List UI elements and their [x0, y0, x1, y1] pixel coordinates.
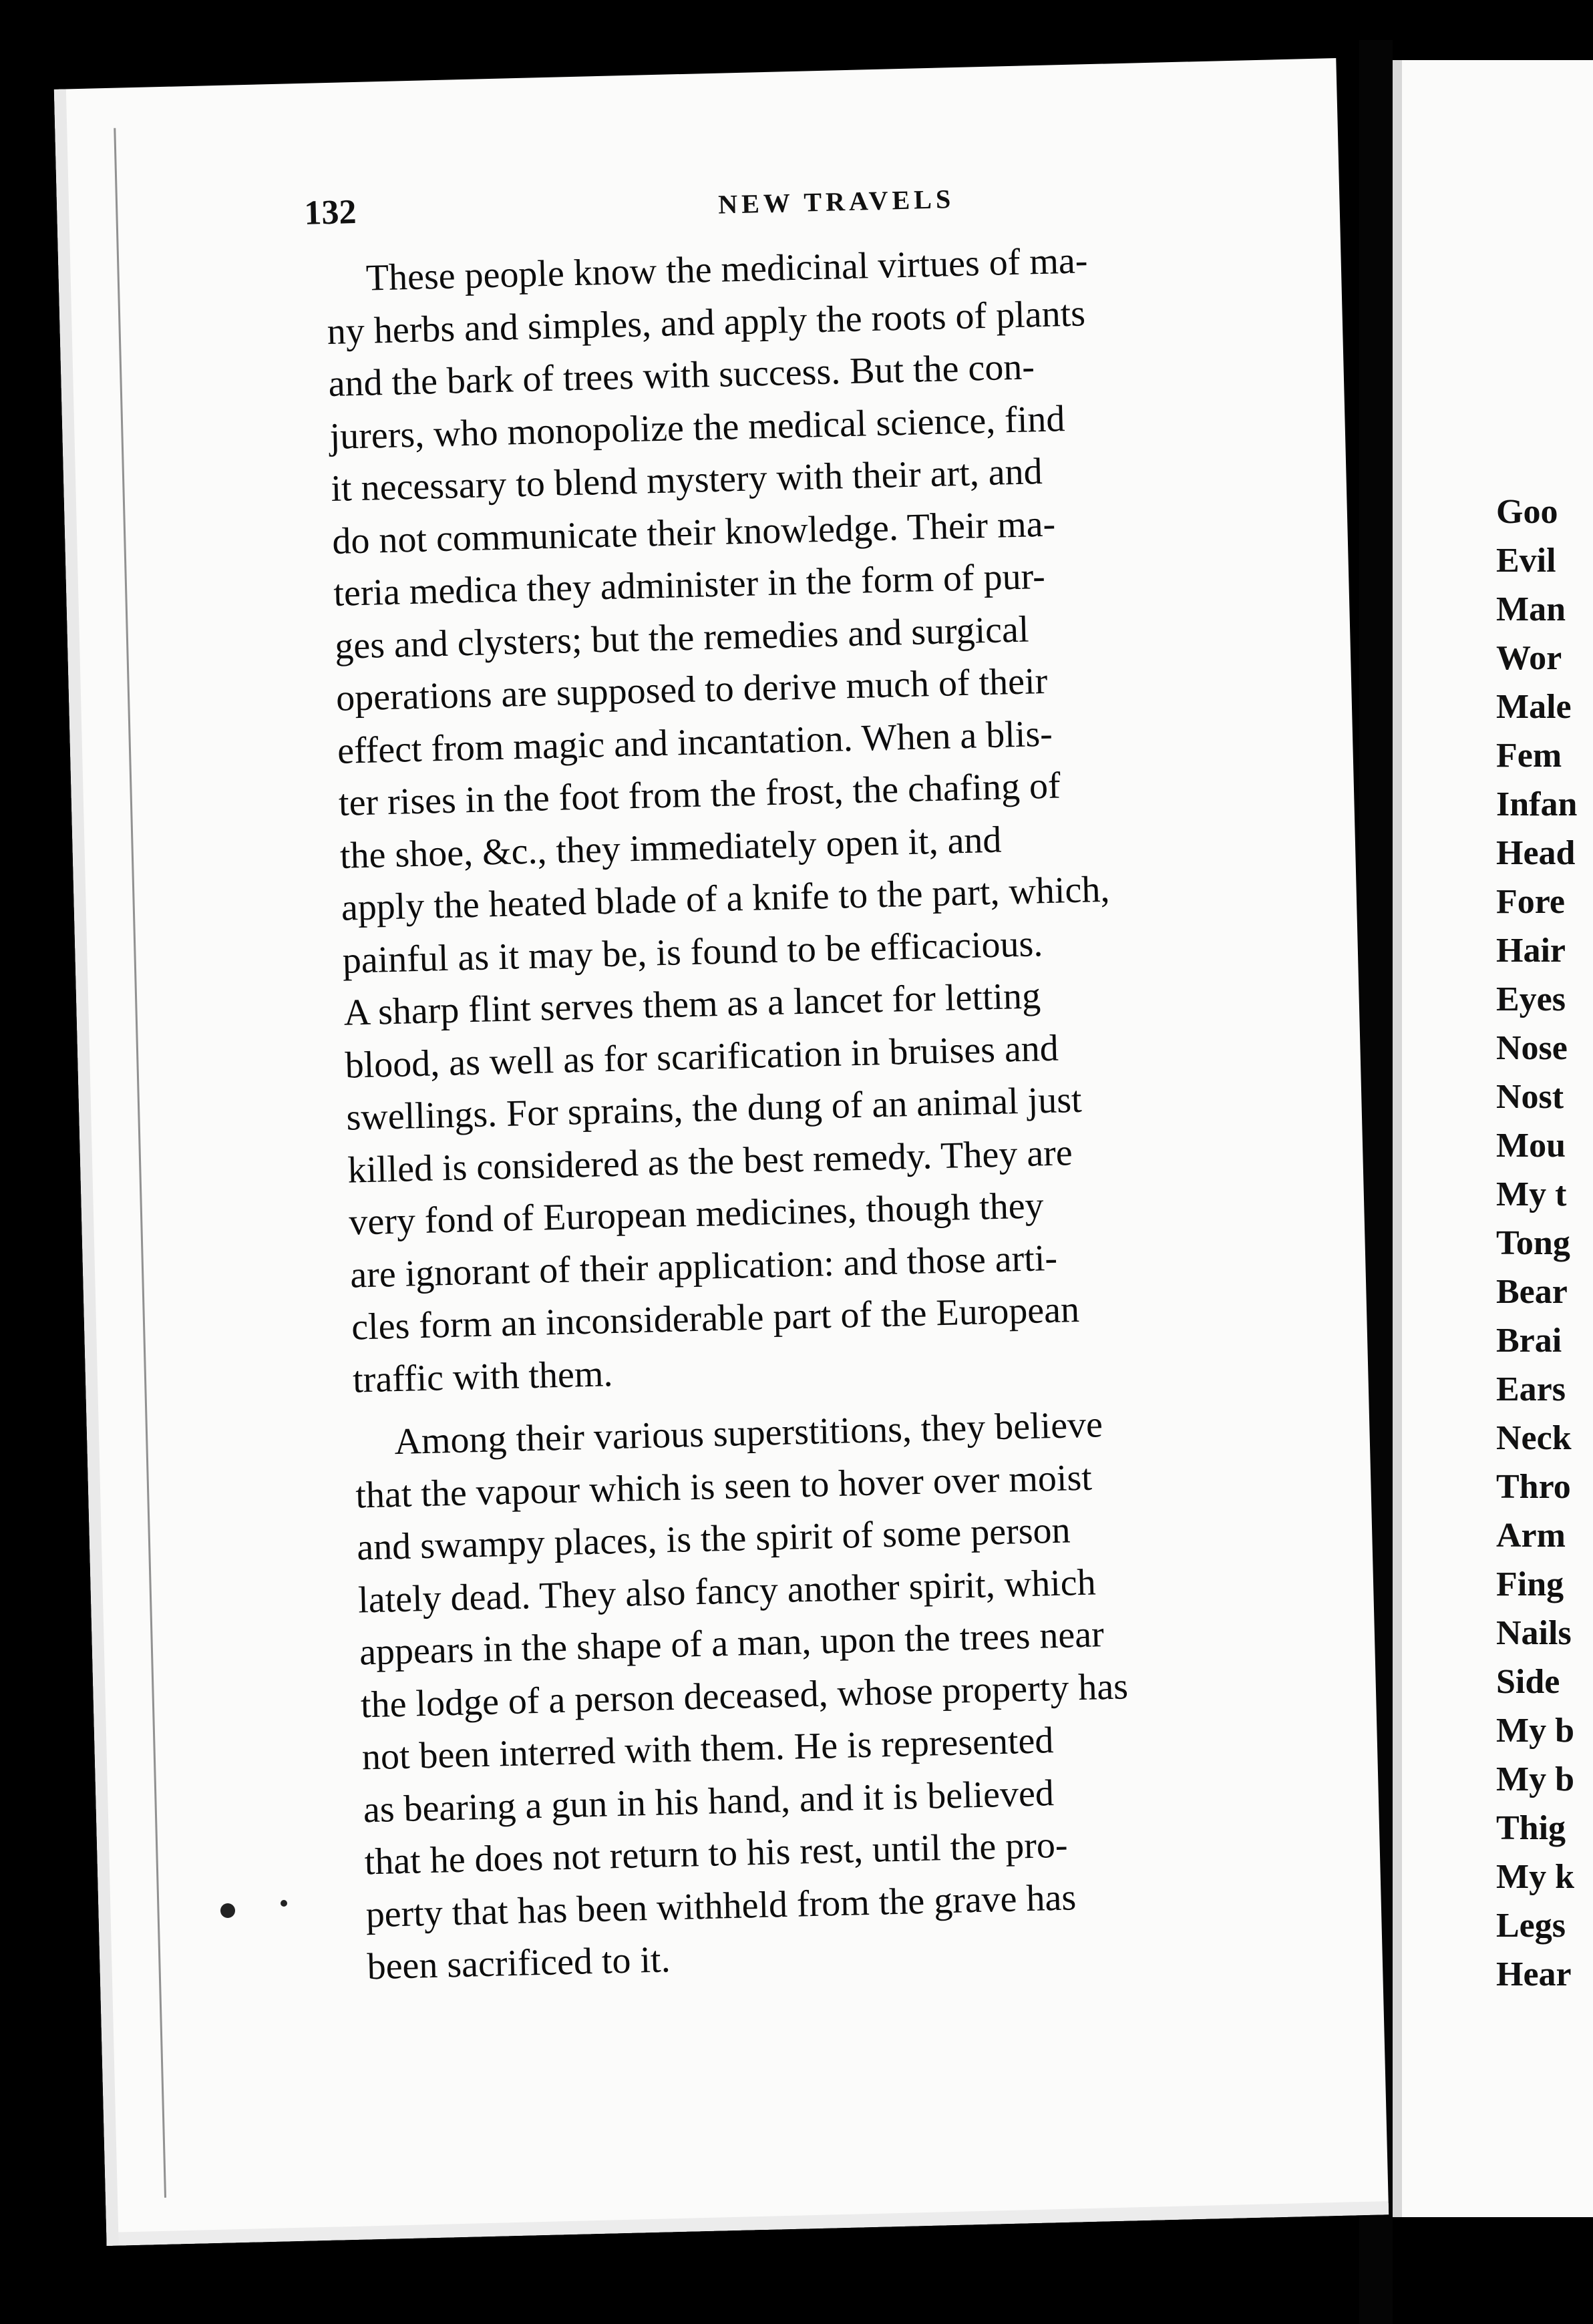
text-line: that the vapour which is seen to hover over moist	[355, 1457, 1093, 1517]
text-line: are ignorant of their application: and those arti-	[349, 1237, 1058, 1296]
text-line: the lodge of a person deceased, whose property has	[360, 1665, 1129, 1726]
text-line: Among their various superstitions, they believe	[393, 1404, 1103, 1463]
text-line: operations are supposed to derive much of their	[335, 660, 1048, 719]
vocabulary-item: Thro	[1496, 1468, 1571, 1506]
right-page	[1393, 60, 1593, 2217]
text-line: apply the heated blade of a knife to the part, which,	[341, 868, 1111, 929]
text-line: been sacrificed to it.	[366, 1939, 671, 1988]
text-line: painful as it may be, is found to be efficacious.	[342, 922, 1043, 982]
ink-speck	[281, 1900, 287, 1907]
text-line: appears in the shape of a man, upon the trees near	[359, 1613, 1105, 1674]
vocabulary-item: My k	[1496, 1858, 1574, 1896]
vocabulary-item: Eyes	[1496, 980, 1566, 1018]
vocabulary-item: Side	[1496, 1663, 1560, 1701]
text-line: as bearing a gun in his hand, and it is believed	[363, 1772, 1055, 1830]
text-line: ter rises in the foot from the frost, the chafing of	[338, 765, 1061, 824]
left-page	[54, 58, 1389, 2246]
page-edge-line	[114, 128, 166, 2198]
text-line: These people know the medicinal virtues of ma-	[365, 240, 1089, 299]
right-page-shadow	[1393, 60, 1402, 2217]
vocabulary-item: Brai	[1496, 1322, 1562, 1360]
vocabulary-item: Hear	[1496, 1955, 1572, 1993]
text-line: swellings. For sprains, the dung of an animal just	[345, 1079, 1083, 1139]
vocabulary-item: Nails	[1496, 1614, 1572, 1652]
vocabulary-item: My b	[1496, 1712, 1574, 1750]
paragraph-2	[354, 1393, 1350, 1993]
vocabulary-item: Hair	[1496, 932, 1566, 970]
text-line: do not communicate their knowledge. Their ma-	[331, 503, 1056, 562]
vocabulary-item: Infan	[1496, 785, 1578, 823]
vocabulary-item: Thig	[1496, 1809, 1566, 1847]
text-line: effect from magic and incantation. When a blis-	[337, 713, 1053, 772]
vocabulary-item: Nose	[1496, 1029, 1568, 1067]
paragraph-1	[325, 229, 1335, 1406]
text-line: A sharp flint serves them as a lancet for letting	[343, 975, 1041, 1034]
page-body	[325, 229, 1350, 2004]
vocabulary-item: Nost	[1496, 1078, 1564, 1116]
vocabulary-item: Ears	[1496, 1370, 1566, 1408]
vocabulary-item: Mou	[1496, 1127, 1566, 1165]
page-header	[304, 169, 1320, 240]
text-line: it necessary to blend mystery with their art, and	[330, 450, 1043, 510]
text-line: that he does not return to his rest, until the pro-	[364, 1824, 1069, 1883]
vocabulary-item: Wor	[1496, 639, 1562, 677]
vocabulary-item: Fore	[1496, 883, 1565, 921]
text-line: killed is considered as the best remedy. They are	[347, 1131, 1073, 1191]
vocabulary-item: My t	[1496, 1175, 1567, 1213]
text-line: blood, as well as for scarification in bruises and	[344, 1027, 1059, 1087]
text-line: the shoe, &c., they immediately open it, and	[339, 819, 1003, 877]
vocabulary-item: Arm	[1496, 1517, 1566, 1555]
vocabulary-item: Evil	[1496, 542, 1556, 580]
running-head: NEW TRAVELS	[717, 184, 955, 220]
vocabulary-item: Fing	[1496, 1565, 1564, 1603]
vocabulary-list	[1496, 488, 1577, 1999]
vocabulary-item: Head	[1496, 834, 1576, 872]
text-line: teria medica they administer in the form of pur-	[333, 555, 1046, 614]
vocabulary-item: Fem	[1496, 737, 1562, 775]
vocabulary-item: Neck	[1496, 1419, 1572, 1457]
vocabulary-item: My b	[1496, 1760, 1574, 1798]
text-line: very fond of European medicines, though they	[348, 1185, 1045, 1243]
text-line: jurers, who monopolize the medical science, find	[329, 397, 1066, 457]
ink-speck	[220, 1903, 235, 1918]
text-line: traffic with them.	[352, 1352, 614, 1401]
vocabulary-item: Male	[1496, 688, 1572, 726]
vocabulary-item: Bear	[1496, 1273, 1568, 1311]
text-line: lately dead. They also fancy another spirit, which	[357, 1561, 1097, 1621]
vocabulary-item: Legs	[1496, 1907, 1566, 1945]
vocabulary-item: Goo	[1496, 493, 1558, 531]
page-number: 132	[303, 192, 357, 232]
vocabulary-item: Tong	[1496, 1224, 1570, 1262]
text-line: and swampy places, is the spirit of some person	[356, 1509, 1071, 1569]
text-line: ny herbs and simples, and apply the roots of plants	[327, 292, 1086, 353]
text-line: not been interred with them. He is represented	[361, 1720, 1055, 1778]
text-line: cles form an inconsiderable part of the European	[351, 1288, 1080, 1348]
text-line: perty that has been withheld from the grave has	[365, 1876, 1077, 1935]
text-line: and the bark of trees with success. But the con-	[327, 346, 1035, 405]
vocabulary-item: Man	[1496, 590, 1566, 628]
text-line: ges and clysters; but the remedies and surgical	[334, 608, 1030, 667]
